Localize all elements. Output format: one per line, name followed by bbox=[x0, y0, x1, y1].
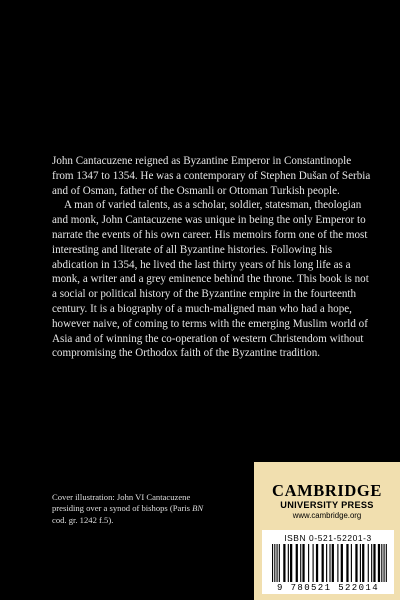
publisher-name: CAMBRIDGE bbox=[272, 481, 382, 500]
barcode-bar bbox=[329, 544, 330, 582]
barcode-bar bbox=[373, 544, 375, 582]
barcode-bar bbox=[381, 544, 382, 582]
barcode-bar bbox=[351, 544, 352, 582]
barcode-bar bbox=[378, 544, 380, 582]
barcode-bar bbox=[384, 544, 385, 582]
barcode-bar bbox=[337, 544, 338, 582]
barcode-bar bbox=[368, 544, 369, 582]
caption-text-start: Cover illustration: John VI Cantacuzene presiding over a synod of bishops (Paris bbox=[52, 492, 193, 514]
caption-italic: BN bbox=[192, 503, 204, 514]
barcode-bar bbox=[362, 544, 364, 582]
cover-illustration-caption bbox=[52, 492, 218, 526]
barcode-bar bbox=[302, 544, 304, 582]
barcode-bar bbox=[279, 544, 280, 582]
barcode-bar bbox=[274, 544, 275, 582]
barcode-bar bbox=[272, 544, 273, 582]
barcode-bar bbox=[308, 544, 309, 582]
publisher-url: www.cambridge.org bbox=[292, 511, 362, 520]
barcode-bar bbox=[300, 544, 301, 582]
barcode-image bbox=[272, 544, 388, 582]
barcode-bar bbox=[313, 544, 314, 582]
barcode-bar bbox=[346, 544, 348, 582]
barcode-bar bbox=[316, 544, 318, 582]
blurb-paragraph-1: John Cantacuzene reigned as Byzantine Emperor in Constantinople from 1347 to 1354. He was a contemporary of Stephen Dušan of Serbia and of Osman, father of the Osmanli or Ottoman Turkish people. bbox=[52, 155, 371, 197]
barcode-bar bbox=[296, 544, 298, 582]
barcode-bar bbox=[371, 544, 372, 582]
blurb-text bbox=[52, 154, 374, 361]
barcode-bar bbox=[326, 544, 327, 582]
barcode-bar bbox=[322, 544, 324, 582]
caption-text-end: cod. gr. 1242 f.5). bbox=[52, 514, 114, 525]
isbn-label: ISBN 0-521-52201-3 bbox=[284, 533, 372, 543]
barcode-bar bbox=[386, 544, 387, 582]
barcode-bar bbox=[341, 544, 343, 582]
barcode-bar bbox=[355, 544, 357, 582]
barcode-bar bbox=[277, 544, 278, 582]
barcode-panel bbox=[262, 530, 394, 594]
barcode-bar bbox=[360, 544, 361, 582]
barcode-bar bbox=[288, 544, 289, 582]
barcode-digits: 9 780521 522014 bbox=[276, 583, 379, 593]
barcode-bar bbox=[290, 544, 292, 582]
barcode-bar bbox=[283, 544, 285, 582]
blurb-paragraph-2: A man of varied talents, as a scholar, soldier, statesman, theologian and monk, John Cantacuzene was unique in being the only Emperor to narrate the events of his own career. His memoirs form one of the most interesting and literate of all Byzantine histories. Following his abdication in 1354, he lived the last thirty years of his long life as a monk, a writer and a grey eminence behind the throne. This book is not a social or political history of the Byzantine empire in the fourteenth century. It is a biography of a much-maligned man who had a hope, however naive, of coming to terms with the emerging Muslim world of Asia and of winning the co-operation of western Christendom without compromising the Orthodox faith of the Byzantine tradition. bbox=[52, 199, 369, 360]
publisher-subtitle: UNIVERSITY PRESS bbox=[280, 500, 374, 510]
barcode-bar bbox=[332, 544, 334, 582]
